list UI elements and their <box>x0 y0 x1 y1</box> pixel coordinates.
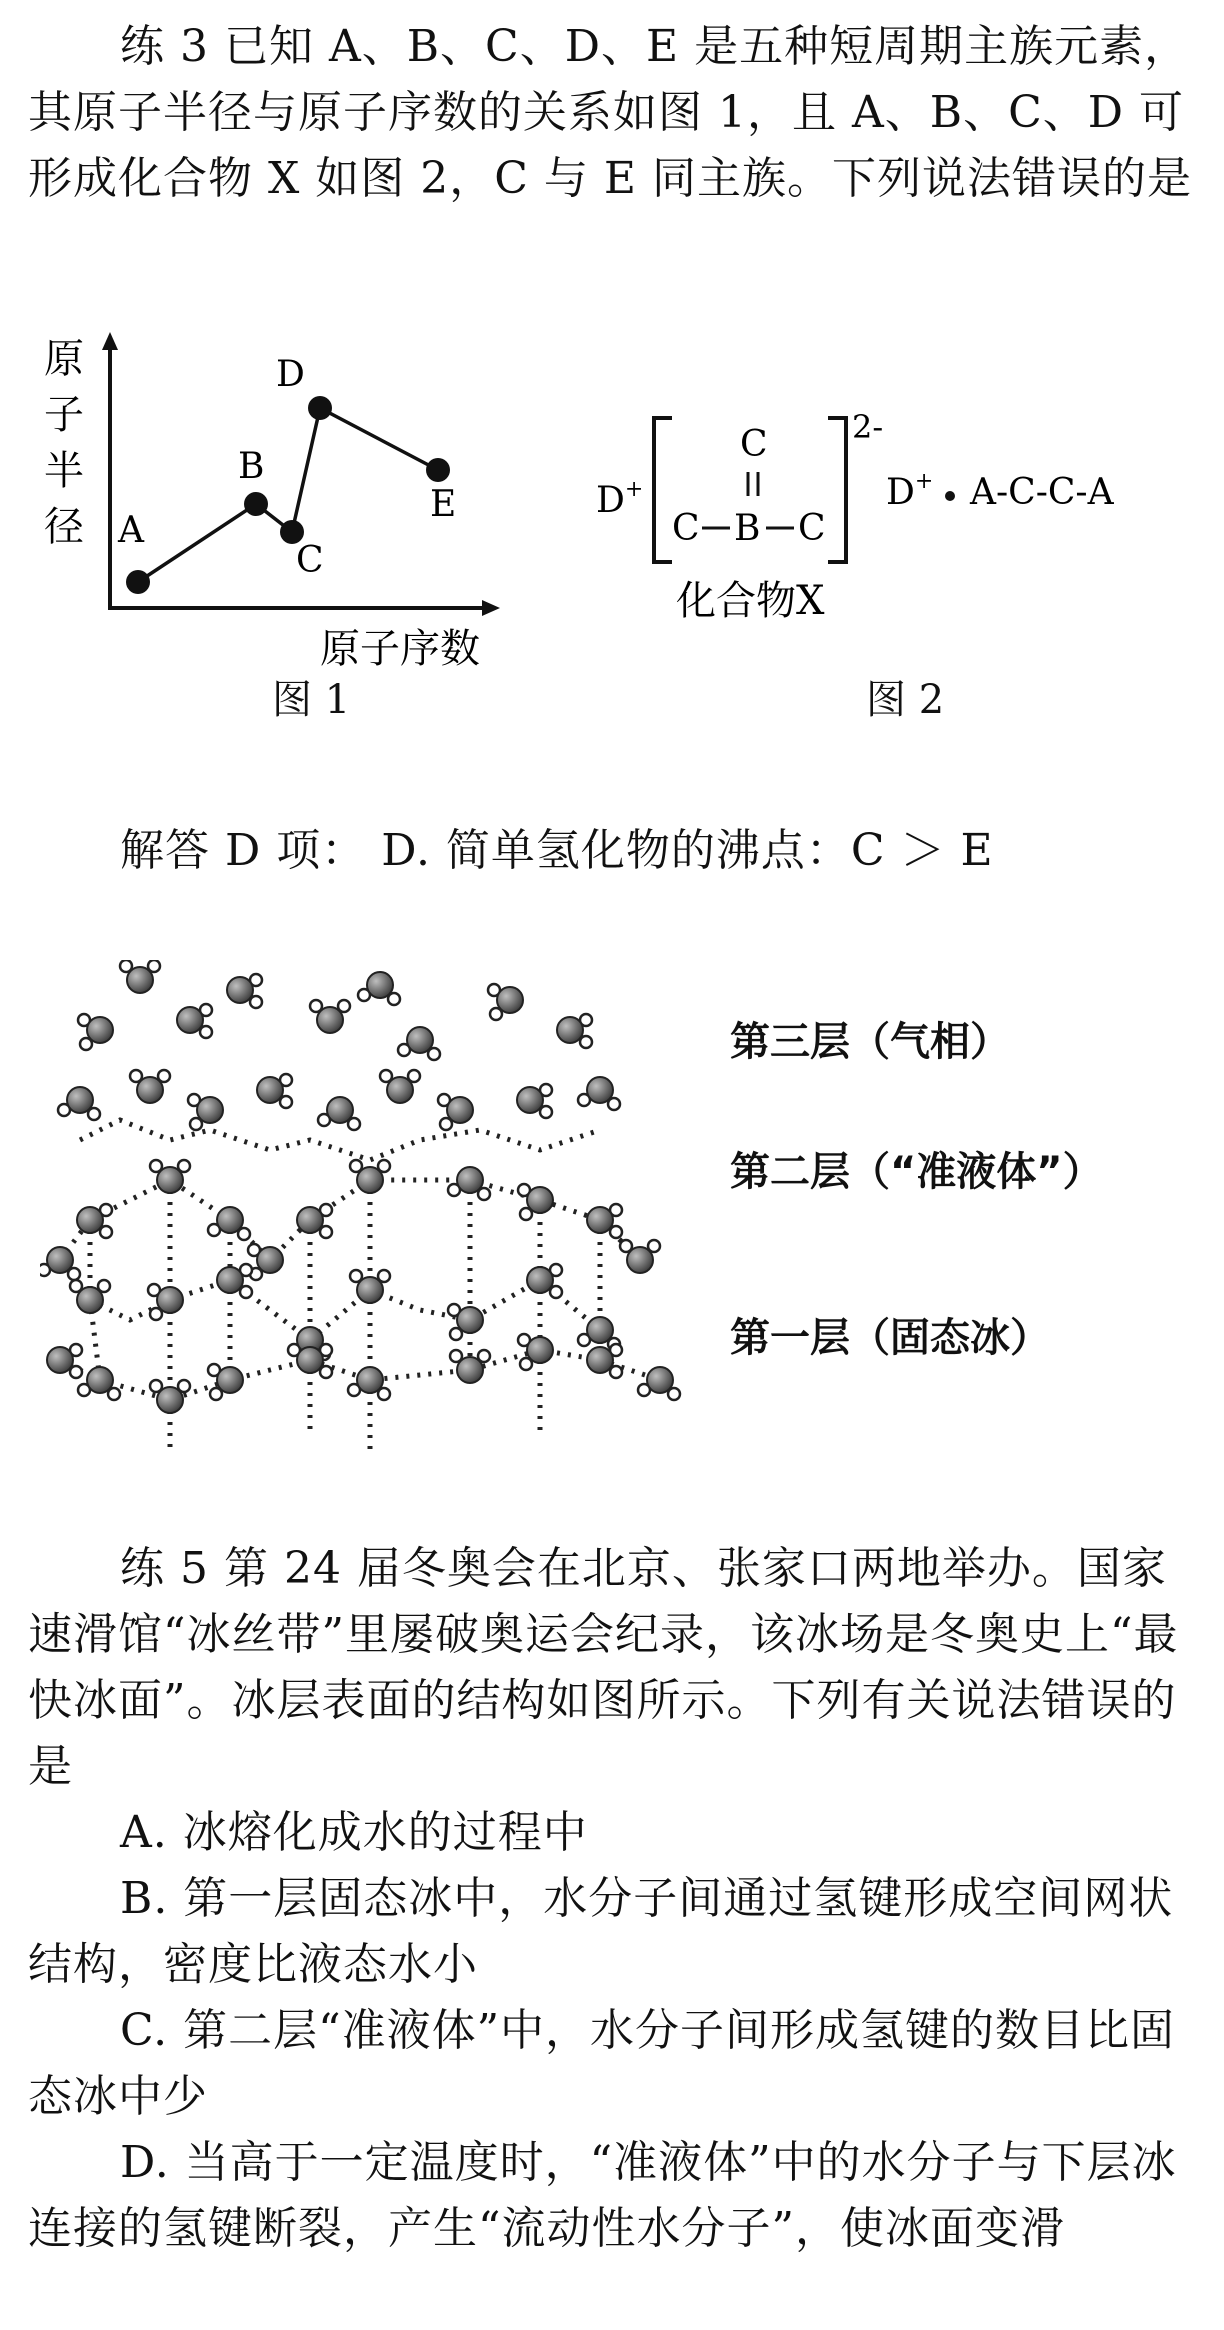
label-e: E <box>430 484 457 525</box>
water-molecule <box>257 1074 292 1108</box>
water-molecule <box>150 1380 190 1413</box>
water-molecule <box>58 1087 100 1120</box>
right-bracket <box>828 418 846 562</box>
water-molecule <box>587 1344 622 1378</box>
option-a: A. 冰熔化成水的过程中 <box>120 1807 588 1858</box>
question-5-text: 练 5 第 24 届冬奥会在北京、张家口两地举办。国家速滑馆“冰丝带”里屡破奥运会纪录，该冰场是冬奥史上“最快冰面”。冰层表面的结构如图所示。下列有关说法错误的是 <box>28 1543 1179 1792</box>
option-c: C. 第二层“准液体”中，水分子间形成氢键的数目比固态冰中少 <box>28 2005 1176 2122</box>
top-atom-c: C <box>740 424 768 465</box>
water-molecule <box>297 1204 332 1238</box>
svg-text:径: 径 <box>44 504 84 550</box>
water-molecule <box>248 1244 283 1280</box>
option-b: B. 第一层固态冰中，水分子间通过氢键形成空间网状结构，密度比液态水小 <box>28 1873 1174 1990</box>
water-molecule <box>350 1160 390 1193</box>
water-molecule <box>358 972 400 1005</box>
layer-1-label: 第一层（固态冰） <box>730 1315 1050 1361</box>
y-axis-label <box>44 336 84 550</box>
figure-1-caption: 图 1 <box>272 677 351 723</box>
point-a <box>126 570 150 594</box>
water-molecule <box>448 1167 490 1200</box>
water-molecule <box>148 1284 183 1320</box>
water-molecule <box>398 1027 440 1060</box>
water-molecule <box>208 1364 243 1400</box>
layer-2-label: 第二层（“准液体”） <box>730 1149 1103 1195</box>
water-molecule <box>527 1264 562 1298</box>
data-line <box>138 408 438 582</box>
layer-3-label: 第三层（气相） <box>730 1019 1010 1065</box>
water-molecule <box>578 1077 620 1110</box>
bullet-dot <box>945 491 955 501</box>
water-molecule <box>177 1004 212 1038</box>
point-e <box>426 458 450 482</box>
water-molecules <box>40 960 680 1413</box>
x-axis-arrow <box>482 600 500 616</box>
label-c: C <box>296 540 324 581</box>
water-molecule <box>120 960 160 993</box>
svg-text:子: 子 <box>44 392 84 438</box>
water-molecule <box>217 1264 252 1298</box>
water-molecule <box>517 1084 552 1118</box>
ice-structure-figure <box>40 960 720 1470</box>
label-a: A <box>118 510 144 551</box>
svg-text:半: 半 <box>44 448 84 494</box>
water-molecule <box>350 1270 390 1303</box>
water-molecule <box>380 1070 420 1103</box>
d-plus-left: D+ <box>596 477 644 521</box>
water-molecule <box>518 1334 553 1370</box>
compound-label: 化合物X <box>676 578 825 624</box>
center-atom-b: B <box>734 508 761 549</box>
water-molecule <box>130 1070 170 1103</box>
label-d: D <box>276 354 305 395</box>
water-molecule <box>438 1094 473 1130</box>
water-molecule <box>518 1184 553 1220</box>
figure-1-graph <box>20 330 540 710</box>
d-plus-right: D+ <box>886 469 934 513</box>
right-atom-c: C <box>798 508 826 549</box>
water-molecule <box>557 1014 592 1048</box>
water-molecule <box>47 1344 82 1378</box>
water-molecule <box>297 1344 332 1378</box>
left-bracket <box>654 418 672 562</box>
water-molecule <box>488 984 523 1020</box>
answer-line: 解答 D 项： D. 简单氢化物的沸点：C ＞ E <box>120 825 994 876</box>
figure-2-caption: 图 2 <box>866 677 945 723</box>
water-molecule <box>318 1097 360 1130</box>
x-axis-label: 原子序数 <box>320 626 480 672</box>
point-b <box>244 492 268 516</box>
svg-text:原: 原 <box>44 336 84 382</box>
point-d <box>308 396 332 420</box>
water-molecule <box>310 1000 350 1033</box>
charge-label: 2- <box>852 408 884 446</box>
water-molecule <box>448 1304 483 1340</box>
water-molecule <box>188 1094 223 1130</box>
water-molecule <box>78 1014 113 1050</box>
water-molecule <box>78 1367 120 1400</box>
y-axis-arrow <box>102 332 118 350</box>
water-molecule <box>348 1367 390 1400</box>
water-molecule <box>587 1204 622 1238</box>
left-atom-c: C <box>672 508 700 549</box>
chain-formula: A-C-C-A <box>970 472 1114 513</box>
option-d: D. 当高于一定温度时，“准液体”中的水分子与下层冰连接的氢键断裂，产生“流动性水分子”，使冰面变滑 <box>28 2137 1177 2254</box>
figure-2-compound <box>580 400 1200 660</box>
label-b: B <box>238 446 265 487</box>
question-3-text: 练 3 已知 A、B、C、D、E 是五种短周期主族元素，其原子半径与原子序数的关系如图 1，且 A、B、C、D 可形成化合物 X 如图 2，C 与 E 同主族。下列说法错误的是 <box>28 21 1193 204</box>
water-molecule <box>208 1207 250 1240</box>
water-molecule <box>638 1367 680 1400</box>
water-molecule <box>40 1247 80 1280</box>
water-molecule <box>70 1280 110 1313</box>
water-molecule <box>620 1240 660 1273</box>
water-molecule <box>227 974 262 1008</box>
